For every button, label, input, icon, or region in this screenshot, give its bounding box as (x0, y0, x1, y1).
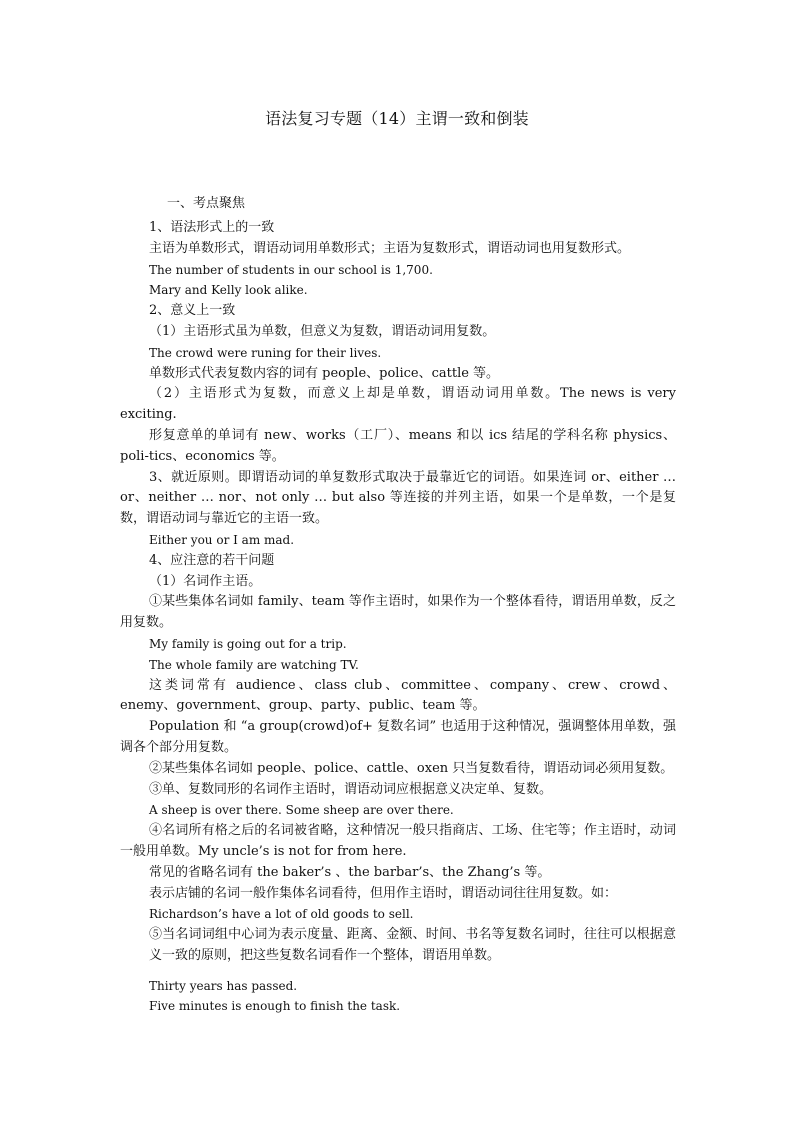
paragraph: 表示店铺的名词一般作集体名词看待，但用作主语时，谓语动词往往用复数。如： (149, 885, 618, 901)
paragraph: ⑤当名词词组中心词为表示度量、距离、金额、时间、书名等复数名词时，往往可以根据意义一致的原则，把这些复数名词看作一个整体，谓语用单数。 (149, 927, 676, 963)
subheading-4: 4、应注意的若干问题 (149, 552, 275, 568)
example-sentence: My family is going out for a trip. (149, 636, 347, 651)
paragraph: ①某些集体名词如 family、team 等作主语时，如果作为一个整体看待，谓语用单数，反之用复数。 (120, 594, 676, 631)
subheading-2: 2、意义上一致 (149, 303, 236, 319)
example-sentence: Thirty years has passed. (149, 978, 298, 993)
example-sentence: Richardson’s have a lot of old goods to sell. (149, 907, 414, 922)
paragraph: 主语为单数形式，谓语动词用单数形式；主语为复数形式，谓语动词也用复数形式。 (149, 240, 631, 256)
paragraph: （1）主语形式虽为单数，但意义为复数，谓语动词用复数。 (149, 323, 496, 339)
example-sentence: The crowd were runing for their lives. (149, 345, 382, 360)
document-body (120, 218, 676, 1017)
paragraph: ④名词所有格之后的名词被省略，这种情况一般只指商店、工场、住宅等；作主语时，动词一般用单数。My uncle’s is not for from here. (120, 823, 676, 859)
paragraph: Population 和 “a group(crowd)of+ 复数名词” 也适用于这种情况，强调整体用单数，强调各个部分用复数。 (120, 719, 676, 755)
example-sentence: A sheep is over there. Some sheep are over there. (149, 803, 454, 818)
subheading: （1）名词作主语。 (149, 573, 262, 589)
example-sentence: Either you or I am mad. (149, 532, 295, 547)
paragraph: ③单、复数同形的名词作主语时，谓语动词应根据意义决定单、复数。 (149, 781, 553, 797)
paragraph: 这类词常有 audience、class club、committee、company、crew、crowd、enemy、government、group、party、public、team 等。 (120, 677, 676, 714)
paragraph: ②某些集体名词如 people、police、cattle、oxen 只当复数看待，谓语动词必须用复数。 (149, 760, 674, 776)
example-sentence: The whole family are watching TV. (149, 657, 359, 672)
example-sentence: Mary and Kelly look alike. (149, 283, 308, 298)
paragraph: 常见的省略名词有 the baker’s 、the barbar’s、the Zhang’s 等。 (149, 864, 551, 880)
document-title: 语法复习专题（14）主谓一致和倒装 (265, 109, 529, 128)
paragraph: （2）主语形式为复数，而意义上却是单数，谓语动词用单数。The news is very exciting. (120, 386, 676, 423)
section-heading: 一、考点聚焦 (167, 196, 246, 211)
example-sentence: The number of students in our school is 1,700. (149, 262, 433, 277)
example-sentence: Five minutes is enough to finish the task. (149, 999, 401, 1014)
paragraph: 单数形式代表复数内容的词有 people、police、cattle 等。 (149, 365, 500, 381)
paragraph: 3、就近原则。即谓语动词的单复数形式取决于最靠近它的词语。如果连词 or、either … or、neither … nor、not only … but also 等连接的并列主语，如果一个是单数，一个是复数，谓语动词与靠近它的主语一致。 (120, 469, 676, 527)
paragraph: 形复意单的单词有 new、works（工厂）、means 和以 ics 结尾的学科名称 physics、poli-tics、economics 等。 (120, 427, 676, 464)
subheading-1: 1、语法形式上的一致 (149, 220, 275, 235)
